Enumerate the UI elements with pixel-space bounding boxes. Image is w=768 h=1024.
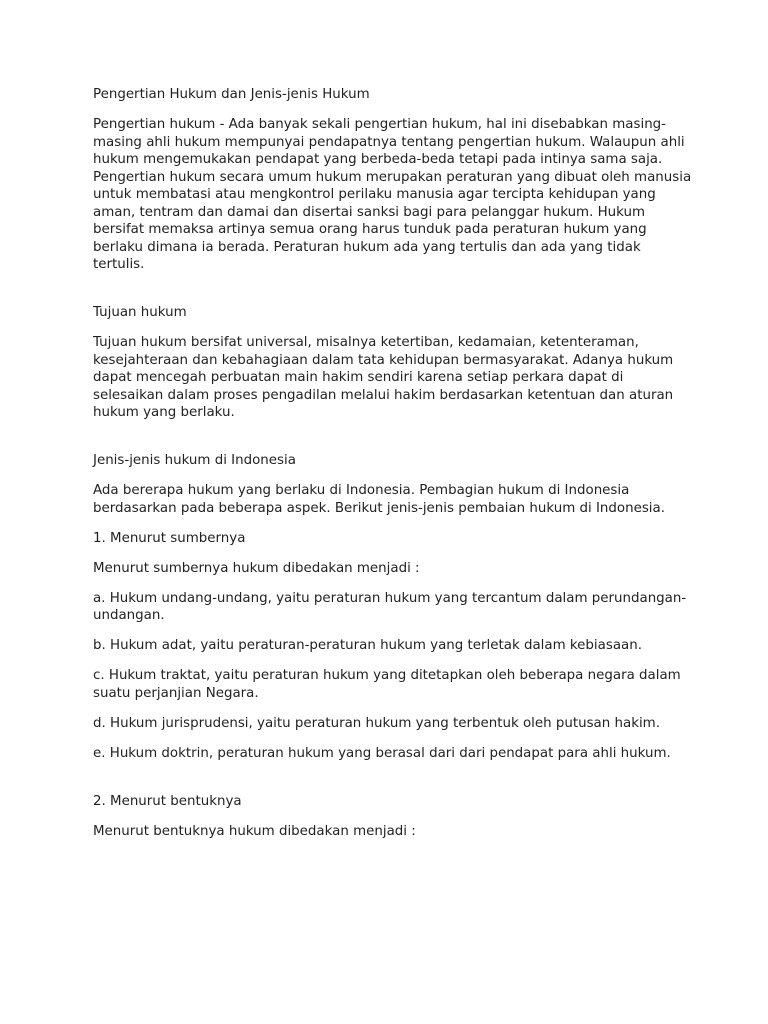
spacer [93, 775, 693, 793]
sumber-intro: Menurut sumbernya hukum dibedakan menjadi : [93, 560, 420, 576]
intro-paragraph: Pengertian hukum - Ada banyak sekali pengertian hukum, hal ini disebabkan masing-masing ahli hukum mempunyai pendapatnya tentang pengertian hukum. Walaupun ahli hukum mengemukakan pendapat yang berbeda-beda tetapi pada intinya sama saja. Pengertian hukum secara umum hukum merupakan peraturan yang dibuat oleh manusia untuk membatasi atau mengkontrol perilaku manusia agar tercipta kehidupan yang aman, tentram dan damai dan disertai sanksi bagi para pelanggar hukum. Hukum bersifat memaksa artinya semua orang harus tunduk pada peraturan hukum yang berlaku dimana ia berada. Peraturan hukum ada yang tertulis dan ada yang tidak tertulis. [93, 117, 692, 272]
list-item: d. Hukum jurisprudensi, yaitu peraturan hukum yang terbentuk oleh putusan hakim. [93, 715, 660, 731]
tujuan-heading: Tujuan hukum [93, 305, 187, 320]
spacer [93, 434, 693, 452]
sumber-heading: 1. Menurut sumbernya [93, 530, 246, 546]
bentuk-intro: Menurut bentuknya hukum dibedakan menjadi : [93, 823, 416, 839]
spacer [93, 286, 693, 304]
document-title: Pengertian Hukum dan Jenis-jenis Hukum [93, 87, 370, 102]
document-page [93, 86, 693, 853]
list-item: b. Hukum adat, yaitu peraturan-peraturan hukum yang terletak dalam kebiasaan. [93, 638, 642, 653]
tujuan-paragraph: Tujuan hukum bersifat universal, misalnya ketertiban, kedamaian, ketenteraman, kesejahteraan dan kebahagiaan dalam tata kehidupan bermasyarakat. Adanya hukum dapat mencegah perbuatan main hakim sendiri karena setiap perkara dapat di selesaikan dalam proses pengadilan melalui hakim berdasarkan ketentuan dan aturan hukum yang berlaku. [93, 335, 674, 420]
jenis-paragraph: Ada bererapa hukum yang berlaku di Indonesia. Pembagian hukum di Indonesia berdasarkan pada beberapa aspek. Berikut jenis-jenis pembaian hukum di Indonesia. [93, 483, 665, 516]
jenis-heading: Jenis-jenis hukum di Indonesia [93, 453, 296, 468]
bentuk-heading: 2. Menurut bentuknya [93, 793, 242, 809]
list-item: e. Hukum doktrin, peraturan hukum yang berasal dari dari pendapat para ahli hukum. [93, 745, 671, 761]
list-item: c. Hukum traktat, yaitu peraturan hukum yang ditetapkan oleh beberapa negara dalam suatu perjanjian Negara. [93, 668, 681, 701]
list-item: a. Hukum undang-undang, yaitu peraturan hukum yang tercantum dalam perundangan-undangan. [93, 590, 687, 623]
